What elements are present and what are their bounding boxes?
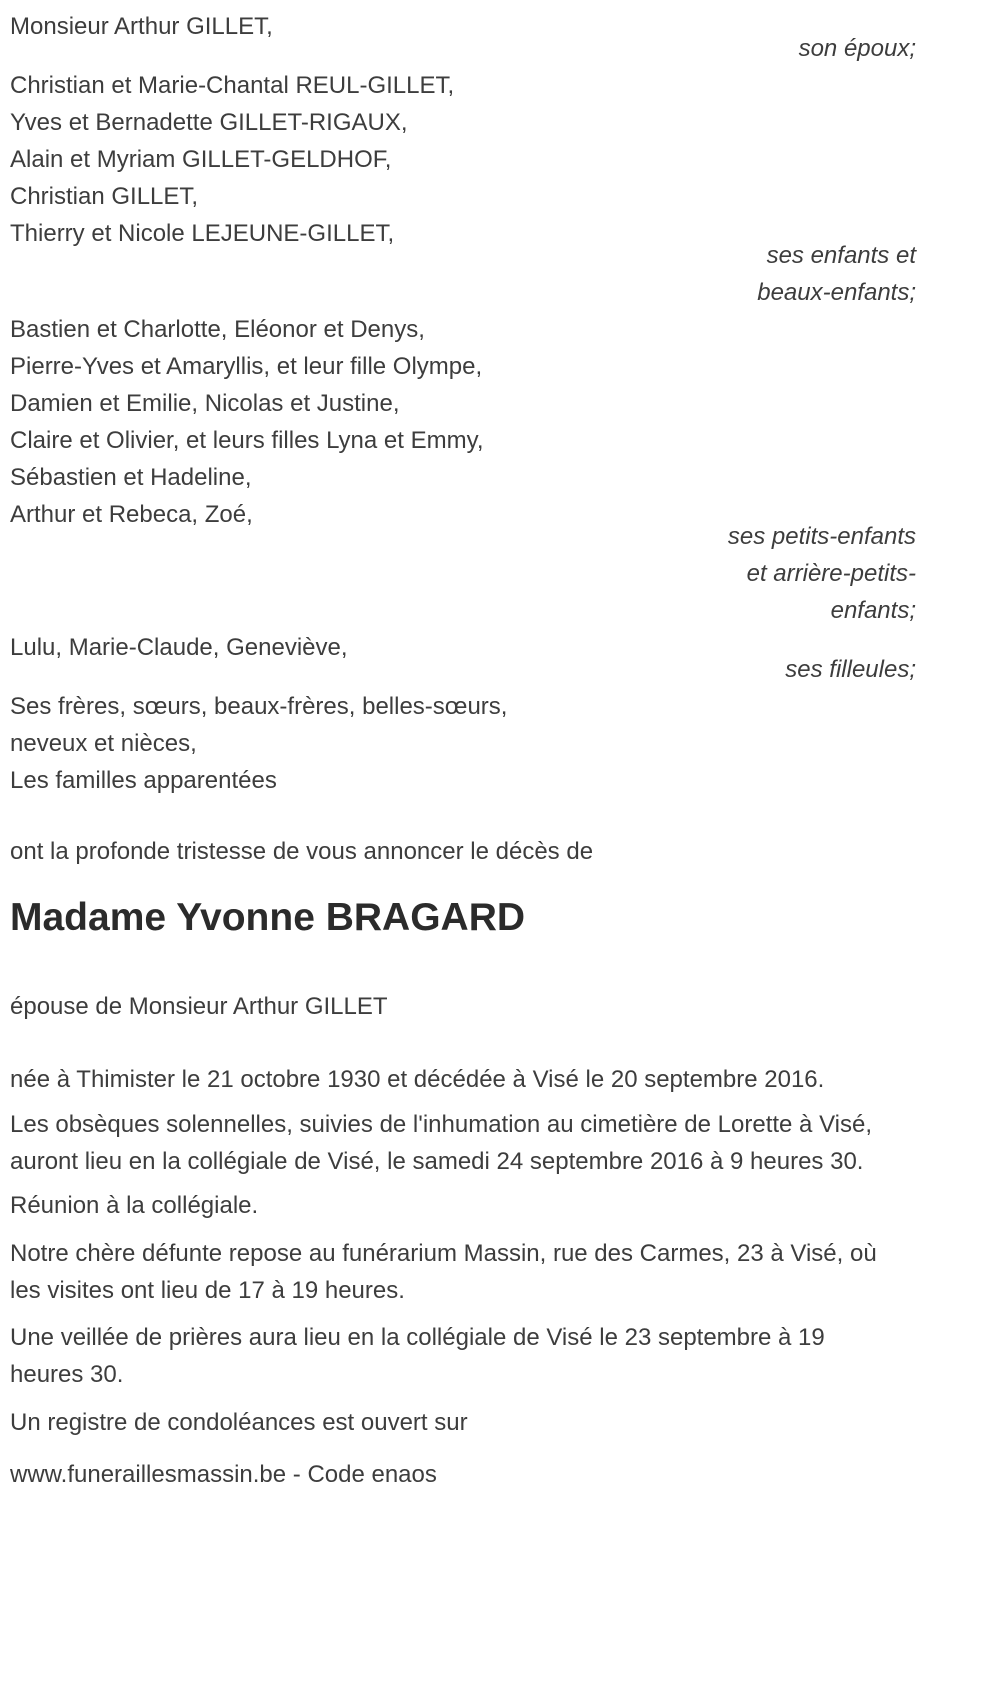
goddaughters-names-line: Lulu, Marie-Claude, Geneviève,: [10, 634, 348, 661]
condolence-register-paragraph: Un registre de condoléances est ouvert sur: [10, 1409, 468, 1436]
spouse-name-line: Monsieur Arthur GILLET,: [10, 13, 273, 40]
meeting-paragraph: Réunion à la collégiale.: [10, 1192, 259, 1219]
relatives-line: Les familles apparentées: [10, 767, 277, 794]
grandchildren-names-line: Damien et Emilie, Nicolas et Justine,: [10, 390, 400, 417]
deceased-name: Madame Yvonne BRAGARD: [10, 896, 526, 939]
announcement-intro: ont la profonde tristesse de vous annoncer le décès de: [10, 838, 594, 865]
spouse-relation-label: son époux;: [798, 35, 916, 62]
vigil-paragraph: Une veillée de prières aura lieu en la collégiale de Visé le 23 septembre à 19 heures 30.: [10, 1324, 825, 1388]
grandchildren-relation-label: et arrière-petits-: [746, 560, 916, 587]
grandchildren-relation-label: ses petits-enfants: [727, 523, 916, 550]
children-names-line: Christian et Marie-Chantal REUL-GILLET,: [10, 72, 455, 99]
relatives-line: neveux et nièces,: [10, 730, 197, 757]
grandchildren-names-line: Pierre-Yves et Amaryllis, et leur fille Olympe,: [10, 353, 483, 380]
children-relation-label: ses enfants et: [766, 242, 916, 269]
funerarium-paragraph: Notre chère défunte repose au funérarium Massin, rue des Carmes, 23 à Visé, où les visites ont lieu de 17 à 19 heures.: [10, 1240, 877, 1304]
grandchildren-relation-label: enfants;: [830, 597, 916, 624]
grandchildren-names-line: Claire et Olivier, et leurs filles Lyna et Emmy,: [10, 427, 484, 454]
goddaughters-relation-label: ses filleules;: [785, 656, 916, 683]
grandchildren-names-line: Arthur et Rebeca, Zoé,: [10, 501, 253, 528]
grandchildren-names-line: Bastien et Charlotte, Eléonor et Denys,: [10, 316, 425, 343]
grandchildren-names-line: Sébastien et Hadeline,: [10, 464, 252, 491]
children-names-line: Thierry et Nicole LEJEUNE-GILLET,: [10, 220, 395, 247]
birth-death-paragraph: née à Thimister le 21 octobre 1930 et décédée à Visé le 20 septembre 2016.: [10, 1066, 825, 1093]
children-names-line: Yves et Bernadette GILLET-RIGAUX,: [10, 109, 408, 136]
spouse-of-line: épouse de Monsieur Arthur GILLET: [10, 993, 388, 1020]
children-relation-label: beaux-enfants;: [757, 279, 916, 306]
website-line: www.funeraillesmassin.be - Code enaos: [10, 1461, 437, 1488]
funeral-paragraph: Les obsèques solennelles, suivies de l'inhumation au cimetière de Lorette à Visé, auront lieu en la collégiale de Visé, le samedi 24 septembre 2016 à 9 heures 30.: [10, 1111, 872, 1175]
relatives-line: Ses frères, sœurs, beaux-frères, belles-sœurs,: [10, 693, 508, 720]
children-names-line: Christian GILLET,: [10, 183, 199, 210]
children-names-line: Alain et Myriam GILLET-GELDHOF,: [10, 146, 392, 173]
